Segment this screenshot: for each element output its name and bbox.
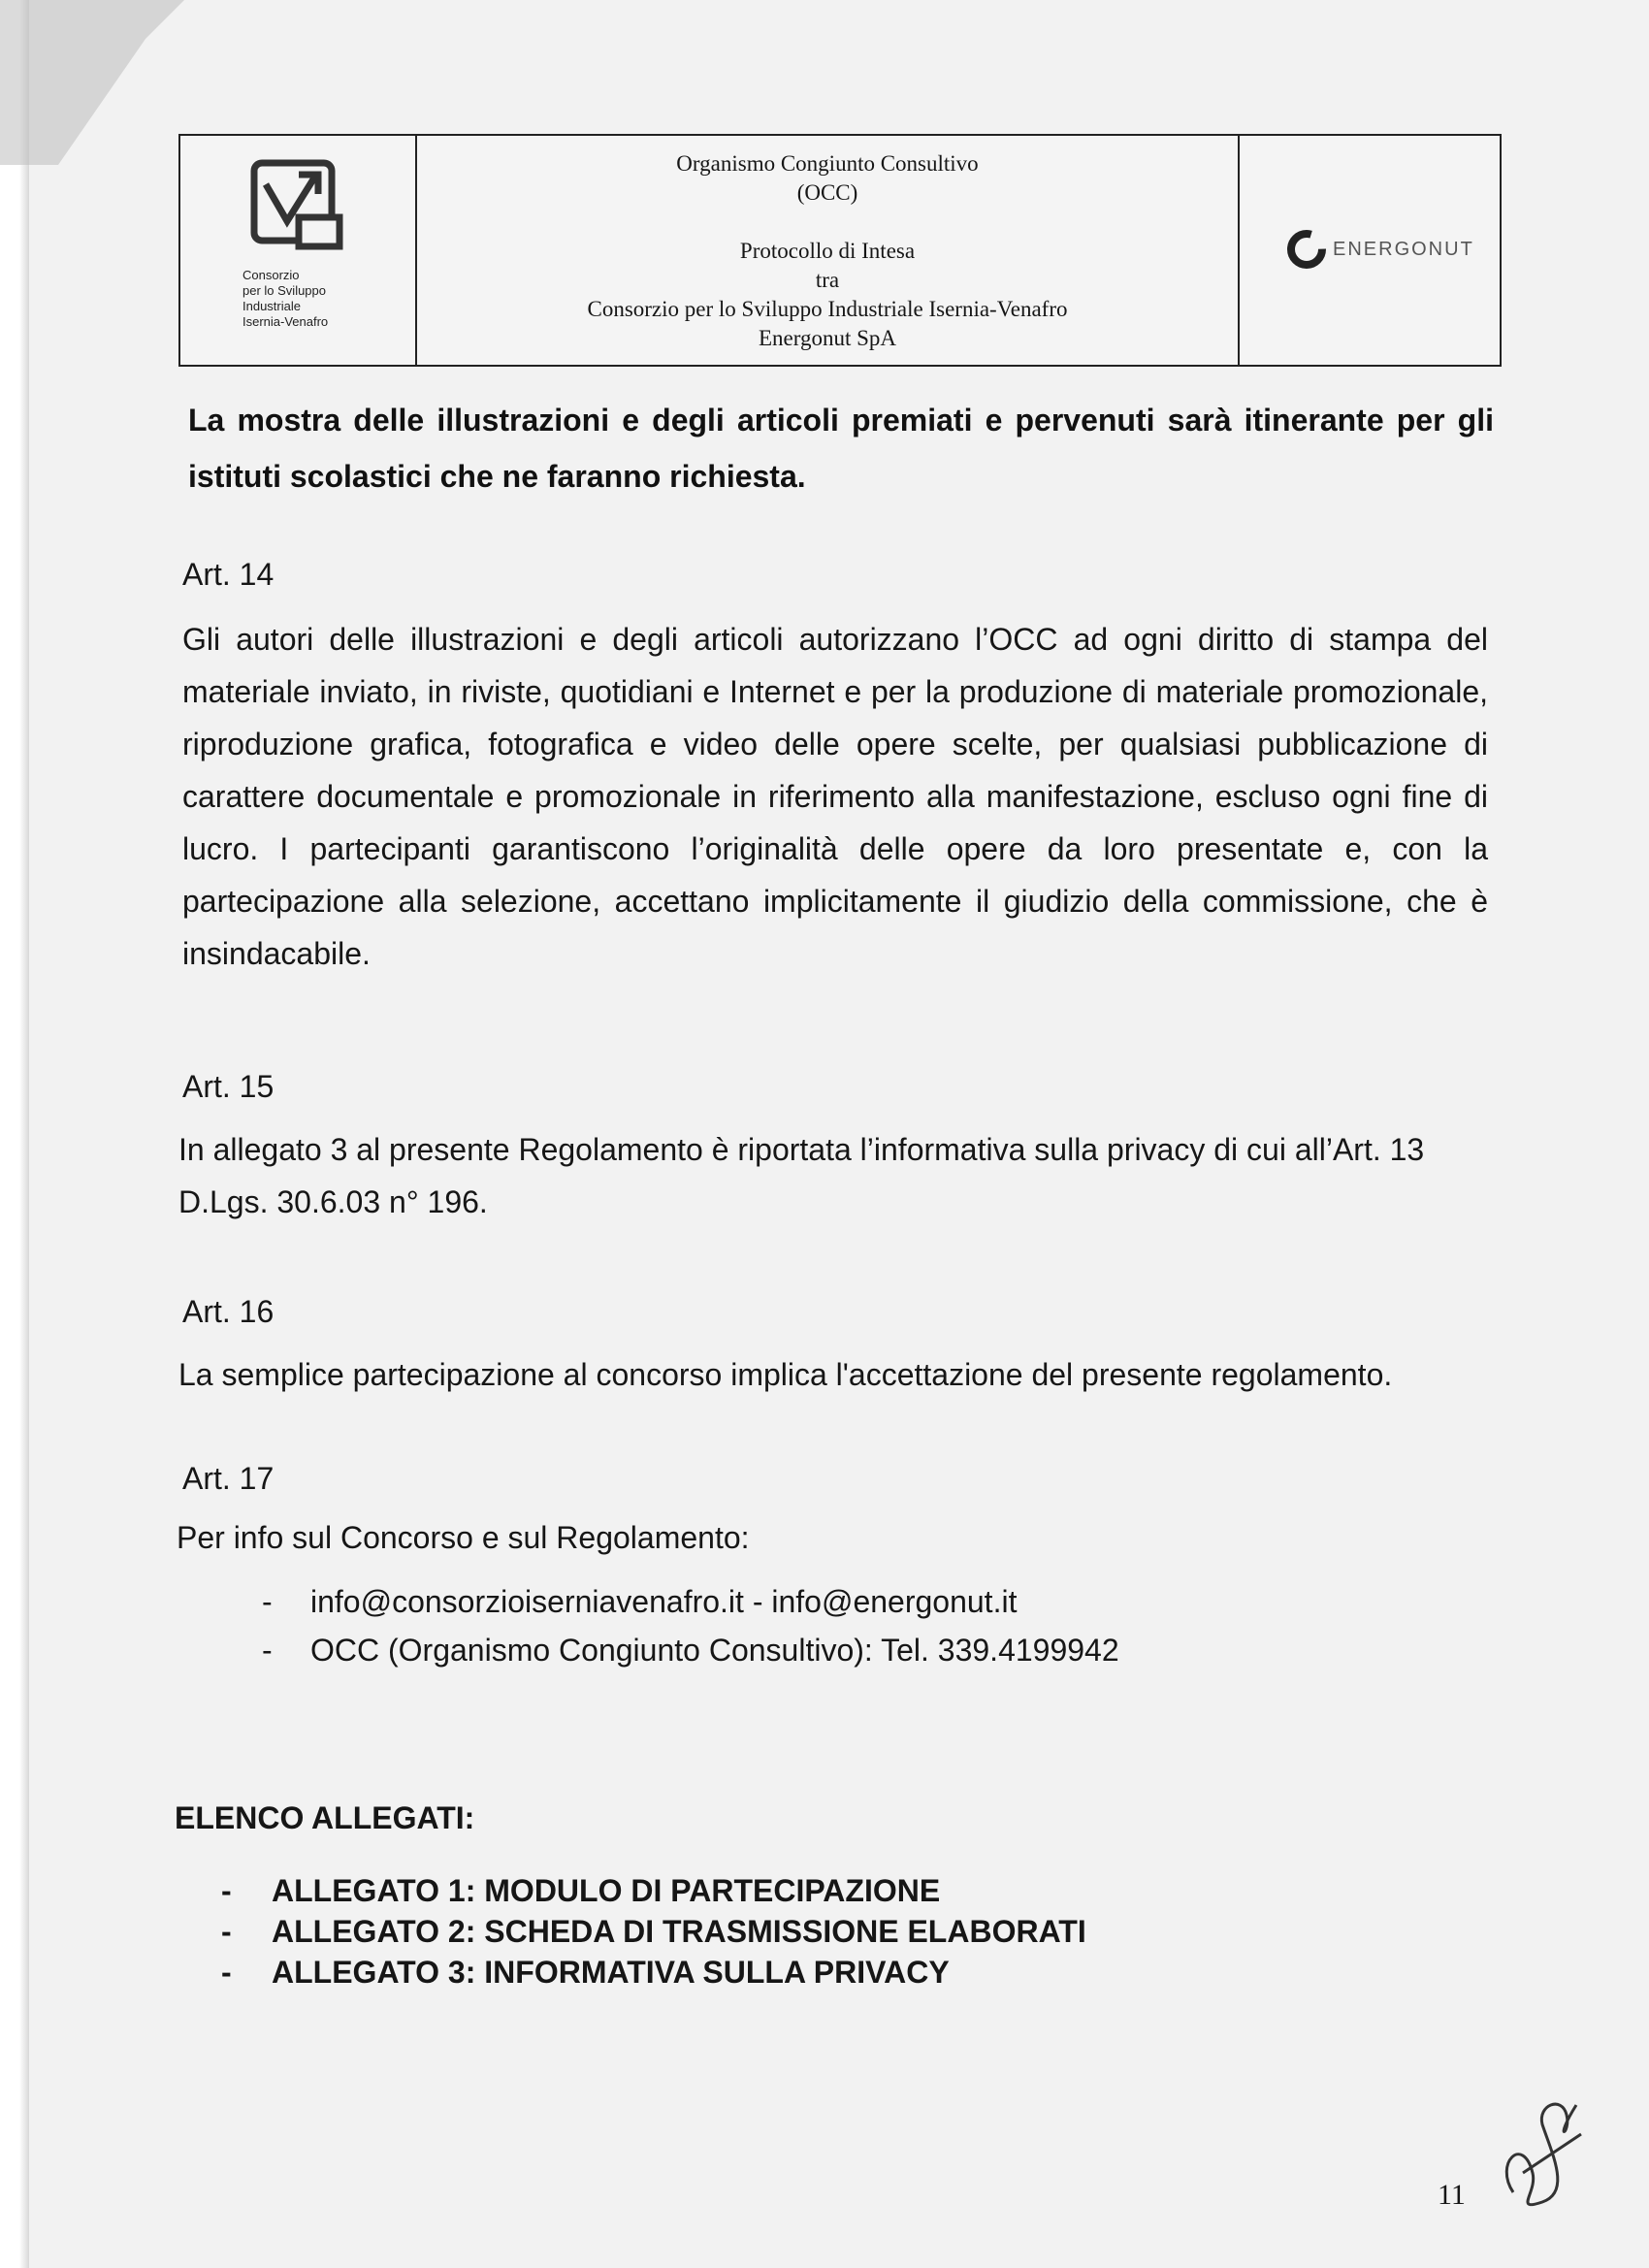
article-16-body: La semplice partecipazione al concorso implica l'accettazione del presente regolamento. <box>178 1357 1393 1392</box>
attachments-list <box>221 1870 1086 1993</box>
article-15-title: Art. 15 <box>182 1069 275 1104</box>
contact-list <box>262 1577 1119 1674</box>
attachments-title: ELENCO ALLEGATI: <box>175 1800 475 1835</box>
article-17-body: Per info sul Concorso e sul Regolamento: <box>177 1520 750 1555</box>
article-16-title: Art. 16 <box>182 1294 275 1329</box>
signature <box>1484 2076 1600 2231</box>
protocol-title: Protocollo di Intesa <box>739 239 916 263</box>
consorzio-logo-icon <box>241 146 357 262</box>
contact-item-email: - info@consorzioiserniavenafro.it - info@energonut.it <box>262 1584 1018 1619</box>
article-15-body: In allegato 3 al presente Regolamento è riportata l’informativa sulla privacy di cui all’Art. 13 D.Lgs. 30.6.03 n° 196. <box>178 1132 1425 1219</box>
attachment-item: - ALLEGATO 3: INFORMATIVA SULLA PRIVACY <box>221 1955 950 1990</box>
scan-edge <box>0 0 29 2268</box>
article-14-title: Art. 14 <box>182 557 275 592</box>
occ-abbr: (OCC) <box>796 180 858 205</box>
page-number: 11 <box>1438 2179 1466 2211</box>
energonut-logo-text: ENERGONUT <box>1333 238 1474 260</box>
consorzio-logo-text: Consorzio per lo Sviluppo Industriale Isernia-Venafro <box>242 268 329 329</box>
contact-item-phone: - OCC (Organismo Congiunto Consultivo): Tel. 339.4199942 <box>262 1633 1119 1668</box>
header-title-cell <box>417 136 1240 365</box>
energonut-logo-cell <box>1240 136 1500 365</box>
attachment-item: - ALLEGATO 1: MODULO DI PARTECIPAZIONE <box>221 1873 941 1908</box>
attachment-item: - ALLEGATO 2: SCHEDA DI TRASMISSIONE ELABORATI <box>221 1914 1086 1949</box>
energonut-logo <box>1286 229 1474 270</box>
occ-title: Organismo Congiunto Consultivo <box>676 151 979 176</box>
protocol-party-1: Consorzio per lo Sviluppo Industriale Isernia-Venafro <box>587 297 1068 321</box>
energonut-circle-icon <box>1286 229 1327 270</box>
consorzio-logo-cell <box>180 136 417 365</box>
protocol-party-2: Energonut SpA <box>758 326 897 350</box>
protocol-between: tra <box>815 268 840 292</box>
scan-corner-shadow <box>0 0 184 165</box>
intro-paragraph: La mostra delle illustrazioni e degli articoli premiati e pervenuti sarà itinerante per gli istituti scolastici che ne faranno richiesta. <box>188 403 1494 494</box>
article-17-title: Art. 17 <box>182 1461 275 1496</box>
article-14-body: Gli autori delle illustrazioni e degli articoli autorizzano l’OCC ad ogni diritto di stampa del materiale inviato, in riviste, quotidiani e Internet e per la produzione di materiale promozionale, riproduzione grafica, fotografica e video delle opere scelte, per qualsiasi pubblicazione di carattere documentale e promozionale in riferimento alla manifestazione, escluso ogni fine di lucro. I partecipanti garantiscono l’originalità delle opere da loro presentate e, con la partecipazione alla selezione, accettano implicitamente il giudizio della commissione, che è insindacabile. <box>182 622 1488 971</box>
header-table <box>178 134 1502 367</box>
